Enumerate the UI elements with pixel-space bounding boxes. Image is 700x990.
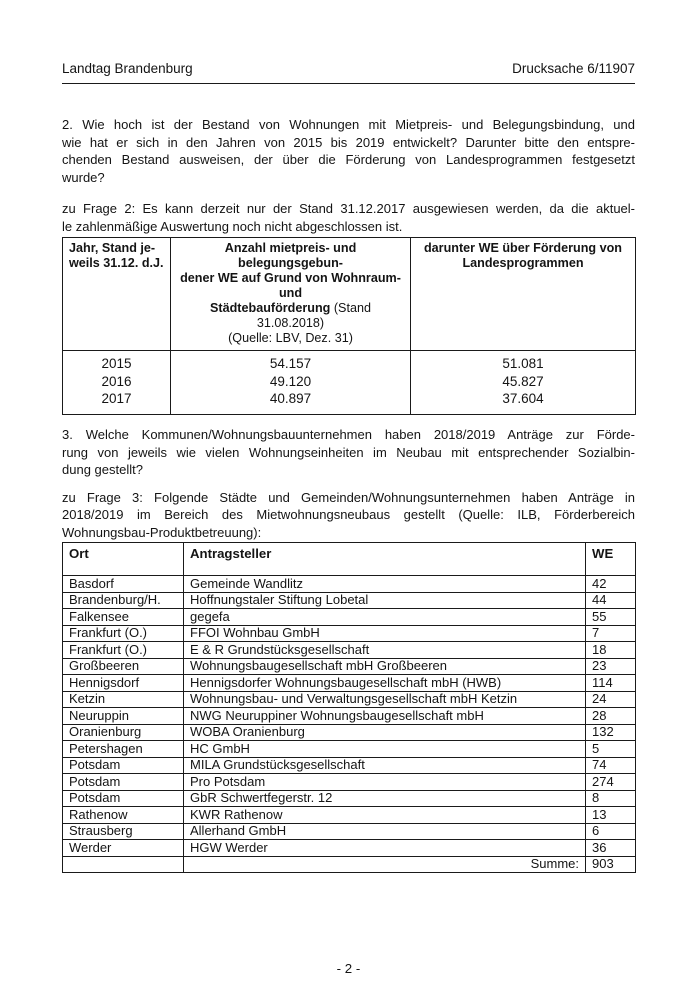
cell-antragsteller: E & R Grundstücksgesellschaft <box>184 642 586 659</box>
cell-we: 23 <box>586 658 636 675</box>
cell-ort: Frankfurt (O.) <box>63 625 184 642</box>
text-line: chenden Bestand ausweisen, der über die Förderung von Landesprogrammen festgesetzt <box>62 152 635 167</box>
table-row <box>63 658 636 675</box>
cell-we: 274 <box>586 774 636 791</box>
cell-we: 36 <box>586 840 636 857</box>
table-body <box>63 576 636 873</box>
text-line: dener WE auf Grund von Wohnraum- und <box>180 271 401 300</box>
table-row <box>63 675 636 692</box>
cell-antragsteller: KWR Rathenow <box>184 807 586 824</box>
cell-we: 18 <box>586 642 636 659</box>
cell-ort: Neuruppin <box>63 708 184 725</box>
table-body-row <box>63 351 636 415</box>
text-line: zu Frage 2: Es kann derzeit nur der Stand 31.12.2017 ausgewiesen werden, da die aktuel- <box>62 201 635 216</box>
cell-ort: Falkensee <box>63 609 184 626</box>
paragraph-question-3 <box>62 426 635 479</box>
cell-antragsteller: HGW Werder <box>184 840 586 857</box>
text-line: zu Frage 3: Folgende Städte und Gemeinden/Wohnungsunternehmen haben Anträge in <box>62 489 635 505</box>
table-row <box>63 774 636 791</box>
table-header-row <box>63 238 636 351</box>
cell-antragsteller: MILA Grundstücksgesellschaft <box>184 757 586 774</box>
cell-darunter-we-values <box>411 351 636 415</box>
table-row <box>63 741 636 758</box>
text-line: dung gestellt? <box>62 462 143 478</box>
text-line: 51.081 <box>502 356 544 371</box>
cell-antragsteller: gegefa <box>184 609 586 626</box>
cell-we: 28 <box>586 708 636 725</box>
text-line: darunter WE über Förderung von <box>423 241 622 255</box>
cell-ort: Werder <box>63 840 184 857</box>
text-line: wie hat er sich in den Jahren von 2015 bis 2019 entwickelt? Darunter bitte den entspre- <box>62 134 635 150</box>
text-line: 2. Wie hoch ist der Bestand von Wohnungen mit Mietpreis- und Belegungsbindung, und <box>62 117 635 132</box>
column-header-antragsteller: Antragsteller <box>184 543 586 576</box>
header-anzahl-bold-lines <box>177 241 404 301</box>
text-line: 3. Welche Kommunen/Wohnungsbauunternehmen haben 2018/2019 Anträge zur Förde- <box>62 427 635 443</box>
cell-anzahl-we-values <box>171 351 411 415</box>
cell-we: 13 <box>586 807 636 824</box>
text-line: Wohnungsbau-Produktbetreuung): <box>62 524 262 540</box>
table-bestand-wohnungen <box>62 237 636 415</box>
cell-antragsteller: Wohnungsbaugesellschaft mbH Großbeeren <box>184 658 586 675</box>
cell-ort: Oranienburg <box>63 724 184 741</box>
cell-we: 42 <box>586 576 636 593</box>
cell-antragsteller: Wohnungsbau- und Verwaltungsgesellschaft mbH Ketzin <box>184 691 586 708</box>
cell-ort: Hennigsdorf <box>63 675 184 692</box>
cell-antragsteller: HC GmbH <box>184 741 586 758</box>
page-number: - 2 - <box>336 961 361 977</box>
cell-ort: Basdorf <box>63 576 184 593</box>
text-line: Landesprogrammen <box>462 256 584 270</box>
header-anzahl-quelle-line: (Quelle: LBV, Dez. 31) <box>228 331 353 345</box>
text-line: Anzahl mietpreis- und belegungsgebun- <box>224 241 357 270</box>
text-line: Jahr, Stand je- <box>69 241 156 255</box>
header-institution: Landtag Brandenburg <box>62 61 193 76</box>
cell-ort: Potsdam <box>63 774 184 791</box>
text-line: 2015 <box>101 356 132 371</box>
cell-antragsteller: GbR Schwertfegerstr. 12 <box>184 790 586 807</box>
running-header <box>62 0 635 84</box>
table-row <box>63 757 636 774</box>
cell-we: 132 <box>586 724 636 741</box>
cell-we: 5 <box>586 741 636 758</box>
text-line: 49.120 <box>269 373 312 389</box>
text-line: 37.604 <box>502 391 544 407</box>
table-row <box>63 823 636 840</box>
text-line: 2018/2019 im Bereich des Mietwohnungsneubaus gestellt (Quelle: ILB, Förderbereich <box>62 507 635 523</box>
table-row <box>63 807 636 824</box>
cell-ort: Rathenow <box>63 807 184 824</box>
table-row <box>63 724 636 741</box>
cell-ort: Potsdam <box>63 790 184 807</box>
header-anzahl-stand-line: Städtebauförderung (Stand 31.08.2018) <box>210 301 371 330</box>
table-row <box>63 609 636 626</box>
text-line: rung von jeweils wie vielen Wohnungseinheiten im Neubau mit entsprechender Sozialbin- <box>62 444 635 460</box>
cell-we: 8 <box>586 790 636 807</box>
text-line: 40.897 <box>269 391 312 407</box>
table-row <box>63 576 636 593</box>
table-row <box>63 840 636 857</box>
cell-we: 74 <box>586 757 636 774</box>
cell-ort: Großbeeren <box>63 658 184 675</box>
paragraph-question-2 <box>62 116 635 186</box>
column-header-we: WE <box>586 543 636 576</box>
table-row <box>63 708 636 725</box>
table-row <box>63 790 636 807</box>
cell-we: 24 <box>586 691 636 708</box>
text-line: 45.827 <box>502 373 544 389</box>
cell-antragsteller: Hoffnungstaler Stiftung Lobetal <box>184 592 586 609</box>
cell-we: 6 <box>586 823 636 840</box>
cell-antragsteller: FFOI Wohnbau GmbH <box>184 625 586 642</box>
cell-ort: Frankfurt (O.) <box>63 642 184 659</box>
cell-we: 55 <box>586 609 636 626</box>
table-row <box>63 592 636 609</box>
header-cell-jahr <box>63 238 171 351</box>
cell-ort: Brandenburg/H. <box>63 592 184 609</box>
cell-antragsteller: Gemeinde Wandlitz <box>184 576 586 593</box>
cell-antragsteller: Pro Potsdam <box>184 774 586 791</box>
cell-sum-value: 903 <box>586 856 636 873</box>
text-line: wurde? <box>62 169 105 185</box>
cell-years <box>63 351 171 415</box>
table-antraege <box>62 542 636 873</box>
cell-antragsteller: NWG Neuruppiner Wohnungsbaugesellschaft mbH <box>184 708 586 725</box>
table-row <box>63 691 636 708</box>
text-line: 54.157 <box>269 356 312 371</box>
cell-ort: Strausberg <box>63 823 184 840</box>
text-line: le zahlenmäßige Auswertung noch nicht abgeschlossen ist. <box>62 218 403 234</box>
table-sum-row <box>63 856 636 873</box>
cell-we: 7 <box>586 625 636 642</box>
cell-antragsteller: WOBA Oranienburg <box>184 724 586 741</box>
cell-ort: Ketzin <box>63 691 184 708</box>
text-line: 2016 <box>101 373 132 389</box>
cell-we: 114 <box>586 675 636 692</box>
table-row <box>63 642 636 659</box>
paragraph-answer-3 <box>62 489 635 542</box>
cell-sum-empty <box>63 856 184 873</box>
paragraph-answer-2 <box>62 200 635 235</box>
table-header-row <box>63 543 636 576</box>
cell-sum-label: Summe: <box>184 856 586 873</box>
table-row <box>63 625 636 642</box>
header-cell-anzahl-we <box>171 238 411 351</box>
column-header-ort: Ort <box>63 543 184 576</box>
header-cell-darunter-we <box>411 238 636 351</box>
cell-ort: Petershagen <box>63 741 184 758</box>
cell-ort: Potsdam <box>63 757 184 774</box>
header-document-id: Drucksache 6/11907 <box>512 61 635 76</box>
cell-antragsteller: Hennigsdorfer Wohnungsbaugesellschaft mbH (HWB) <box>184 675 586 692</box>
text-line: weils 31.12. d.J. <box>69 256 164 270</box>
cell-we: 44 <box>586 592 636 609</box>
cell-antragsteller: Allerhand GmbH <box>184 823 586 840</box>
text-line: 2017 <box>101 391 132 407</box>
